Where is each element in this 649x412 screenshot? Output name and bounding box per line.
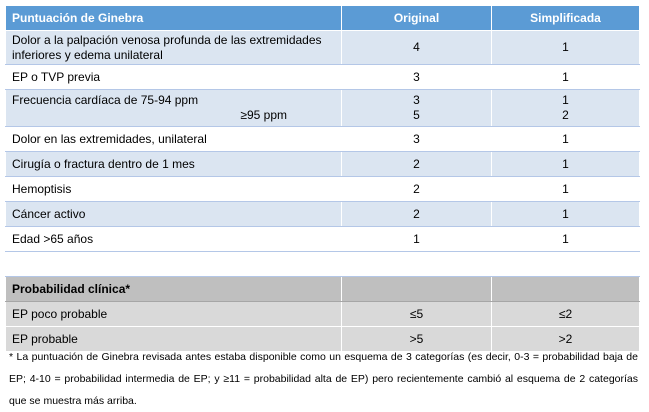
probability-original: ≤5 [342, 302, 492, 327]
table-row [6, 127, 640, 152]
row-label: Dolor a la palpación venosa profunda de las extremidades inferiores y edema unilateral [6, 31, 342, 65]
header-simplificada: Simplificada [492, 6, 640, 31]
row-label-secondary: ≥95 ppm [240, 108, 287, 122]
geneva-score-table [5, 5, 640, 352]
probability-label: EP probable [6, 327, 342, 352]
row-label: EP o TVP previa [6, 65, 342, 90]
table-row [6, 227, 640, 252]
probability-original: >5 [342, 327, 492, 352]
table-row [6, 152, 640, 177]
probability-header-row [6, 277, 640, 302]
table-row [6, 90, 640, 127]
probability-label: EP poco probable [6, 302, 342, 327]
probability-header: Probabilidad clínica* [6, 277, 342, 302]
probability-header-blank [342, 277, 492, 302]
spacer-cell [342, 252, 492, 277]
row-original-cell [342, 90, 492, 127]
row-original: 3 [342, 65, 492, 90]
table-row [6, 202, 640, 227]
row-original: 4 [342, 31, 492, 65]
row-original: 2 [342, 177, 492, 202]
row-simplificada: 1 [492, 127, 640, 152]
row-label: Edad >65 años [6, 227, 342, 252]
row-simplificada: 1 [492, 227, 640, 252]
probability-simplificada: >2 [492, 327, 640, 352]
row-original-secondary: 5 [413, 108, 420, 122]
header-original: Original [342, 6, 492, 31]
row-simplificada-cell [492, 90, 640, 127]
table-row [6, 31, 640, 65]
row-simplificada: 1 [492, 177, 640, 202]
header-score: Puntuación de Ginebra [6, 6, 342, 31]
row-label: Dolor en las extremidades, unilateral [6, 127, 342, 152]
row-label: Cáncer activo [6, 202, 342, 227]
row-simplificada: 1 [492, 152, 640, 177]
probability-simplificada: ≤2 [492, 302, 640, 327]
table-header-row [6, 6, 640, 31]
probability-row [6, 302, 640, 327]
row-label: Frecuencia cardíaca de 75-94 ppm [12, 93, 199, 107]
row-simplificada: 1 [492, 65, 640, 90]
table-row [6, 177, 640, 202]
row-label: Hemoptisis [6, 177, 342, 202]
row-original: 2 [342, 152, 492, 177]
row-simplificada-secondary: 2 [562, 108, 569, 122]
spacer-cell [492, 252, 640, 277]
row-label: Cirugía o fractura dentro de 1 mes [6, 152, 342, 177]
row-original: 3 [342, 127, 492, 152]
table-row [6, 65, 640, 90]
table-spacer-row [6, 252, 640, 277]
spacer-cell [6, 252, 342, 277]
row-simplificada: 1 [562, 93, 569, 107]
row-simplificada: 1 [492, 31, 640, 65]
row-original: 2 [342, 202, 492, 227]
row-original: 3 [413, 93, 420, 107]
row-label-cell [6, 90, 342, 127]
probability-header-blank [492, 277, 640, 302]
row-original: 1 [342, 227, 492, 252]
footnote: * La puntuación de Ginebra revisada antes estaba disponible como un esquema de 3 categorías (es decir, 0-3 = probabilidad baja de EP; 4-10 = probabilidad intermedia de EP; y ≥11 = probabilidad alta de EP) pero recientemente cambió al esquema de 2 categorías que se muestra más arriba. [9, 351, 638, 407]
row-simplificada: 1 [492, 202, 640, 227]
